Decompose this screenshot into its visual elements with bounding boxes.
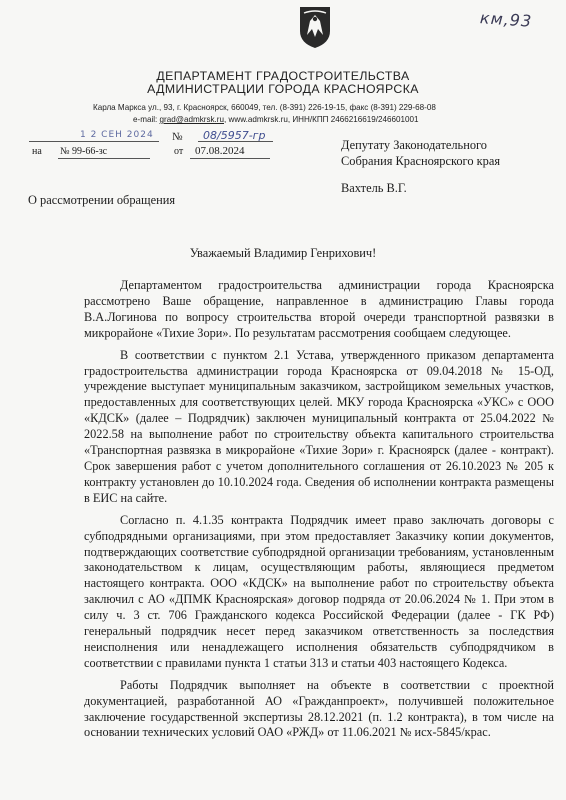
number-label: №	[172, 131, 183, 143]
contact-line	[133, 115, 419, 124]
registration-stamp-date: 1 2 СЕН 2024	[80, 130, 154, 140]
department-title-line1: ДЕПАРТАМЕНТ ГРАДОСТРОИТЕЛЬСТВА	[156, 69, 410, 83]
body-paragraph-4: Работы Подрядчик выполняет на объекте в соответствии с проектной документацией, разработанной АО «Гражданпроект», получившей положительное заключение государственной экспертизы 28.12.2021 (п. 1.2 контракта), в том числе на основании технических условий ОАО «РЖД» от 11.06.2021 № исх-5845/крас.	[84, 677, 554, 740]
body-paragraph-3: Согласно п. 4.1.35 контракта Подрядчик имеет право заключать договоры с субподрядными организациями, при этом предоставляет Заказчику копии документов, подтверждающих соответствие субподрядной организации требованиям, установленным законодательством к лицам, осуществляющим работы, являющиеся предметом настоящего контракта. ООО «КДСК» на выполнение работ по строительству объекта заключил с АО «ДПМК Красноярская» договор подряда от 20.06.2024 № 1. При этом в силу ч. 3 ст. 706 Гражданского кодекса Российской Федерации (далее - ГК РФ) генеральный подрядчик несет перед заказчиком ответственность за последствия неисполнения или ненадлежащего исполнения обязательств субподрядчиком в соответствии с правилами пункта 1 статьи 313 и статьи 403 настоящего Кодекса.	[84, 512, 554, 670]
department-title-line2: АДМИНИСТРАЦИИ ГОРОДА КРАСНОЯРСКА	[147, 82, 419, 96]
email-label: e-mail:	[133, 115, 160, 124]
date-underline	[29, 141, 159, 142]
coat-of-arms-icon	[298, 5, 332, 49]
body-paragraph-1: Департаментом градостроительства администрации города Красноярска рассмотрено Ваше обращение, направленное в администрацию Главы города В.А.Логинова по вопросу строительства второй очереди транспортной развязки в микрорайоне «Тихие Зори». По результатам рассмотрения сообщаем следующее.	[84, 278, 554, 340]
body-paragraph-2: В соответствии с пунктом 2.1 Устава, утвержденного приказом департамента градостроительства администрации города Красноярска от 09.04.2018 № 15-ОД, учреждение выступает муниципальным заказчиком, застройщиком земельных участков, предоставленных для соответствующих целей. МКУ города Красноярска «УКС» с ООО «КДСК» (далее – Подрядчик) заключен муниципальный контракта от 25.04.2022 № 2022.58 на выполнение работ по строительству объекта капитального строительства «Транспортная развязка в микрорайоне «Тихие Зори» г. Красноярск (далее - контракт). Срок завершения работ с учетом дополнительного соглашения от 26.10.2023 № 205 к контракту установлен до 10.10.2024 года. Сведения об исполнении контракта размещены в ЕИС на сайте.	[84, 347, 554, 505]
reference-date-underline	[190, 158, 270, 159]
reference-ot-label: от	[174, 146, 184, 157]
letter-subject: О рассмотрении обращения	[28, 193, 176, 207]
email-link[interactable]: grad@admkrsk.ru	[159, 115, 224, 124]
letter-body	[84, 278, 554, 741]
reference-number-underline	[58, 158, 150, 159]
reference-na-label: на	[32, 146, 42, 157]
recipient-line1: Депутату Законодательного	[341, 138, 488, 152]
contact-rest: , www.admkrsk.ru, ИНН/КПП 2466216619/246601001	[224, 115, 419, 124]
handwritten-note: км,93	[479, 8, 533, 31]
number-underline	[198, 141, 273, 142]
reference-date: 07.08.2024	[195, 145, 245, 157]
address-line: Карла Маркса ул., 93, г. Красноярск, 660049, тел. (8-391) 226-19-15, факс (8-391) 229-68-08	[93, 103, 436, 112]
handwritten-outgoing-number: 08/5957-гр	[203, 129, 266, 142]
greeting: Уважаемый Владимир Генрихович!	[189, 246, 377, 260]
reference-number: № 99-66-зс	[60, 146, 108, 157]
recipient-name: Вахтель В.Г.	[341, 181, 407, 195]
recipient-line2: Собрания Красноярского края	[341, 154, 501, 168]
